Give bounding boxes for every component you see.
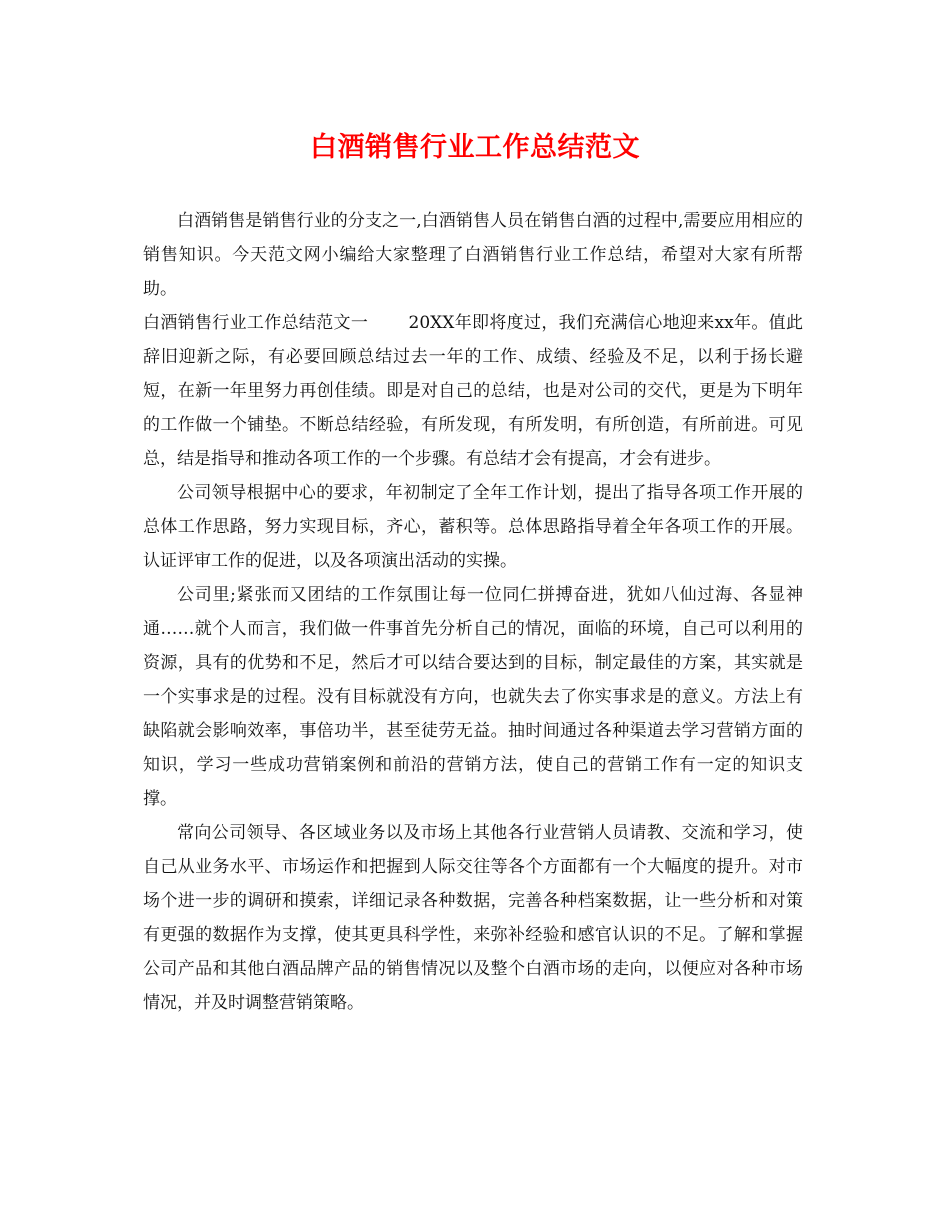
document-body — [143, 204, 803, 1020]
section-paragraph: 白酒销售行业工作总结范文一 20XX年即将度过，我们充满信心地迎来xx年。值此辞旧迎新之际，有必要回顾总结过去一年的工作、成绩、经验及不足，以利于扬长避短，在新一年里努力再创佳绩。即是对自己的总结，也是对公司的交代，更是为下明年的工作做一个铺垫。不断总结经验，有所发现，有所发明，有所创造，有所前进。可见总，结是指导和推动各项工作的一个步骤。有总结才会有提高，才会有进步。 — [143, 313, 803, 469]
body-paragraph: 常向公司领导、各区域业务以及市场上其他各行业营销人员请教、交流和学习，使自己从业务水平、市场运作和把握到人际交往等各个方面都有一个大幅度的提升。对市场个进一步的调研和摸索，详细记录各种数据，完善各种档案数据，让一些分析和对策有更强的数据作为支撑，使其更具科学性，来弥补经验和感官认识的不足。了解和掌握公司产品和其他白酒品牌产品的销售情况以及整个白酒市场的走向，以便应对各种市场情况，并及时调整营销策略。 — [143, 823, 803, 1013]
body-paragraph: 公司里;紧张而又团结的工作氛围让每一位同仁拼搏奋进，犹如八仙过海、各显神通……就个人而言，我们做一件事首先分析自己的情况，面临的环境，自己可以利用的资源，具有的优势和不足，然后才可以结合要达到的目标，制定最佳的方案，其实就是一个实事求是的过程。没有目标就没有方向，也就失去了你实事求是的意义。方法上有缺陷就会影响效率，事倍功半，甚至徒劳无益。抽时间通过各种渠道去学习营销方面的知识，学习一些成功营销案例和前沿的营销方法，使自己的营销工作有一定的知识支撑。 — [143, 585, 803, 809]
document-title: 白酒销售行业工作总结范文 — [310, 132, 640, 163]
body-paragraph: 公司领导根据中心的要求，年初制定了全年工作计划，提出了指导各项工作开展的总体工作思路，努力实现目标，齐心，蓄积等。总体思路指导着全年各项工作的开展。认证评审工作的促进，以及各项演出活动的实操。 — [143, 483, 803, 571]
intro-paragraph: 白酒销售是销售行业的分支之一,白酒销售人员在销售白酒的过程中,需要应用相应的销售知识。今天范文网小编给大家整理了白酒销售行业工作总结，希望对大家有所帮助。 — [143, 211, 803, 299]
